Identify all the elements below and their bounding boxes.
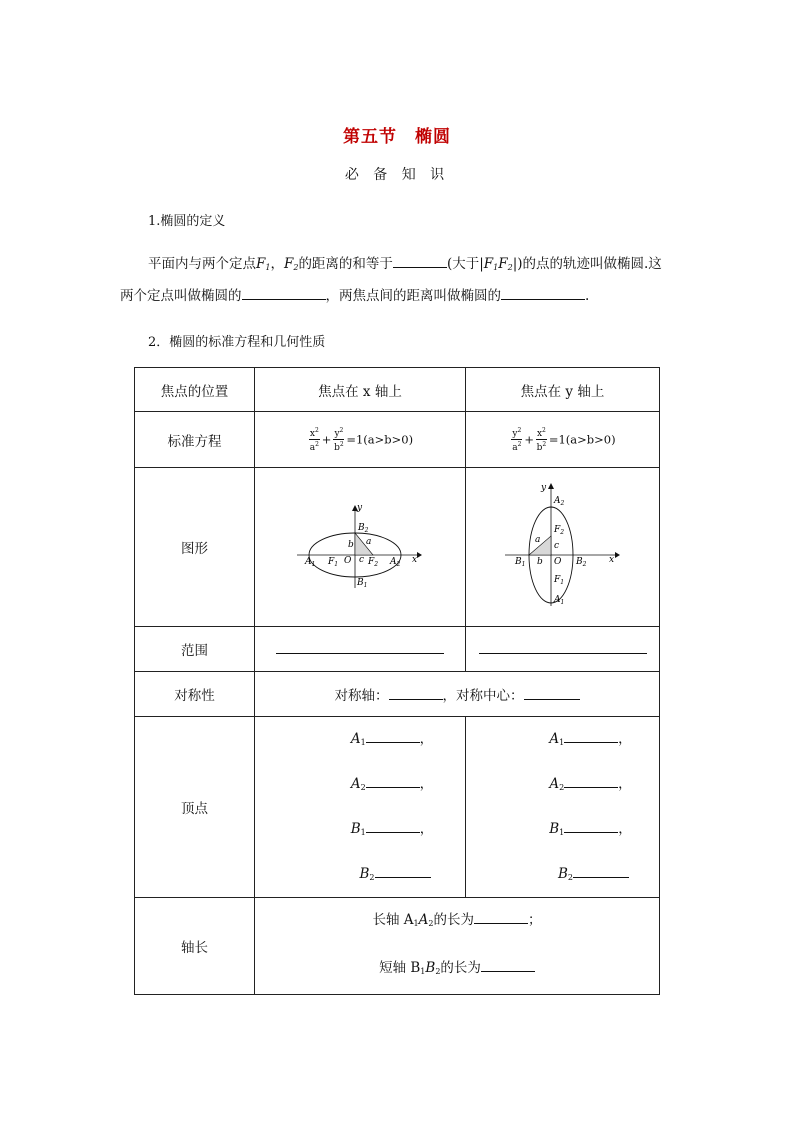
svg-text:x: x [608, 555, 614, 565]
range-x-cell [255, 627, 466, 672]
blank-focal-distance[interactable] [501, 287, 585, 300]
figure-y-ellipse [466, 468, 660, 627]
svg-text:c: c [553, 541, 559, 551]
svg-text:A2: $A_2$ [553, 496, 564, 507]
svg-text:c: c [359, 555, 365, 565]
blank-range-y[interactable] [479, 641, 647, 654]
blank-vertex-a2-y[interactable] [564, 775, 618, 788]
header-range: 范围 [135, 627, 255, 672]
ellipse-y-diagram [503, 482, 623, 612]
axis-length-cell [255, 898, 660, 995]
blank-short-axis[interactable] [481, 959, 535, 972]
definition-paragraph: 平面内与两个定点$F_1$，$F_2$的距离的和等于 (大于$|F_1F_2|$)的点的轨迹叫做椭圆.这 两个定点叫做椭圆的 ，两焦点间的距离叫做椭圆的 . [120, 256, 662, 304]
svg-text:a: a [366, 537, 372, 547]
blank-long-axis[interactable] [474, 911, 528, 924]
svg-text:A2: $A_2$ [390, 557, 401, 568]
svg-text:B1: $B_1$ [514, 557, 525, 568]
short-axis-line: 短轴 $B_1B_2$的长为 [255, 946, 659, 994]
blank-symmetry-axis[interactable] [389, 687, 443, 700]
symmetry-cell: 对称轴： ，对称中心： [255, 672, 660, 717]
blank-vertex-b1-y[interactable] [564, 820, 618, 833]
figure-x-ellipse [255, 468, 466, 627]
section-subtitle: 必 备 知 识 [344, 167, 450, 183]
page-title: 第五节 椭圆 [343, 127, 451, 147]
svg-text:A1: $A_1$ [553, 595, 564, 606]
blank-foci[interactable] [242, 287, 326, 300]
header-axis-length: 轴长 [135, 898, 255, 995]
header-focus-y: 焦点在 y 轴上 [466, 368, 660, 412]
svg-text:O: O [344, 556, 352, 566]
vertices-y-cell: $A_1$ ， $A_2$ ， $B_1$ ， $B_2$ [466, 717, 660, 898]
blank-vertex-a2-x[interactable] [366, 775, 420, 788]
header-symmetry: 对称性 [135, 672, 255, 717]
blank-vertex-b2-y[interactable] [573, 865, 629, 878]
svg-text:F2: $F_2$ [368, 557, 379, 568]
header-focus-x: 焦点在 x 轴上 [255, 368, 466, 412]
blank-vertex-a1-y[interactable] [564, 730, 618, 743]
long-axis-line: 长轴 $A_1A_2$的长为 ； [372, 912, 542, 928]
equation-y: $\frac{y^2}{a^2}$ + $\frac{x^2}{b^2}$ =1(a>b>0) [466, 412, 660, 468]
svg-text:b: b [536, 557, 543, 567]
svg-text:y: y [357, 503, 363, 513]
blank-vertex-b1-x[interactable] [366, 820, 420, 833]
blank-vertex-b2-x[interactable] [375, 865, 431, 878]
header-figure: 图形 [135, 468, 255, 627]
svg-text:F2: $F_2$ [553, 525, 564, 536]
header-vertices: 顶点 [135, 717, 255, 898]
blank-vertex-a1-x[interactable] [366, 730, 420, 743]
ellipse-properties-table [134, 367, 660, 995]
equation-x: $\frac{x^2}{a^2}$ + $\frac{y^2}{b^2}$ =1(a>b>0) [255, 412, 466, 468]
header-focus-position: 焦点的位置 [135, 368, 255, 412]
blank-range-x[interactable] [276, 641, 444, 654]
blank-symmetry-center[interactable] [524, 687, 580, 700]
svg-text:F1: $F_1$ [553, 575, 564, 586]
svg-text:A1: $A_1$ [305, 557, 316, 568]
blank-sum[interactable] [393, 255, 447, 268]
svg-text:x: x [412, 555, 418, 565]
section-heading-definition: 1.椭圆的定义 [148, 214, 226, 229]
section-heading-properties: 2．椭圆的标准方程和几何性质 [148, 335, 326, 350]
svg-text:B2: $B_2$ [575, 557, 586, 568]
header-standard-equation: 标准方程 [135, 412, 255, 468]
svg-text:y: y [540, 483, 546, 493]
svg-text:a: a [534, 535, 540, 545]
vertices-x-cell: $A_1$ ， $A_2$ ， $B_1$ ， $B_2$ [255, 717, 466, 898]
svg-text:B2: $B_2$ [358, 523, 369, 534]
svg-text:b: b [348, 540, 354, 550]
ellipse-x-diagram [295, 502, 425, 592]
range-y-cell [466, 627, 660, 672]
svg-text:F1: $F_1$ [328, 557, 339, 568]
svg-text:O: O [553, 557, 561, 567]
svg-text:B1: $B_1$ [357, 578, 368, 589]
